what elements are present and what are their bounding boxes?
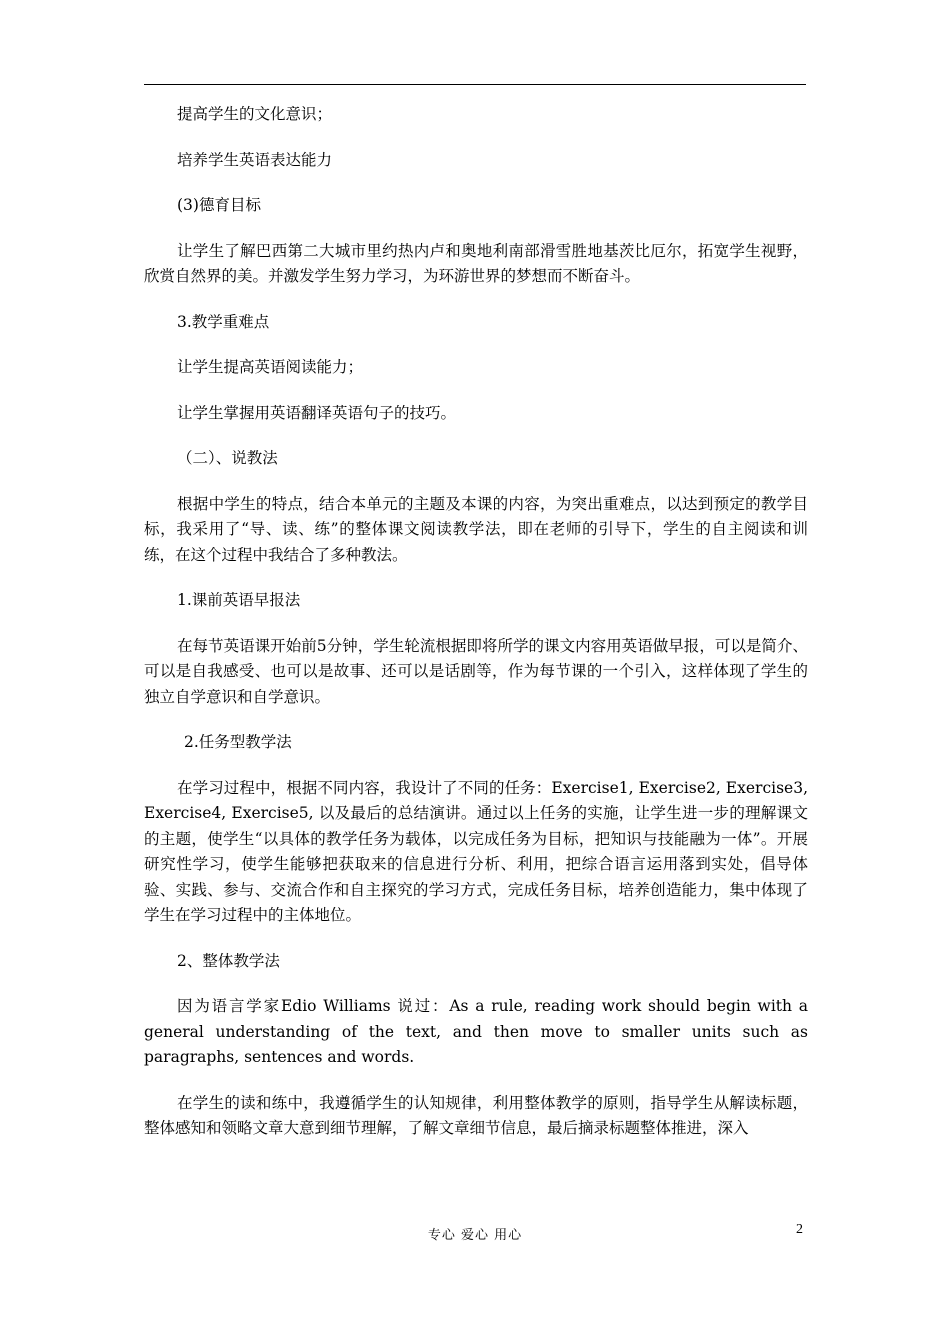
paragraph-reading-ability: 让学生提高英语阅读能力； — [177, 358, 364, 376]
heading-holistic: 2、整体教学法 — [177, 951, 280, 970]
footer-motto: 专心 爱心 用心 — [427, 1228, 523, 1243]
heading-teaching-methods: （二）、说教法 — [177, 449, 278, 467]
paragraph-teaching-methods: 根据中学生的特点，结合本单元的主题及本课的内容，为突出重难点，以达到预定的教学目标，我采用了“导、读、练”的整体课文阅读教学法，即在老师的引导下，学生的自主阅读和训练，在这个过程中我结合了多种教法。 — [144, 494, 808, 564]
paragraph-translation-skill: 让学生掌握用英语翻译英语句子的技巧。 — [177, 403, 457, 422]
page-number: 2 — [796, 1222, 803, 1237]
heading-key-difficulties: 3.教学重难点 — [177, 312, 270, 331]
heading-morning-report: 1.课前英语早报法 — [177, 591, 301, 609]
paragraph-task-based: 在学习过程中，根据不同内容，我设计了不同的任务：Exercise1, Exercise2, Exercise3, Exercise4, Exercise5, 以及最后的总结演讲。通过以上任务的实施，让学生进一步的理解课文的主题，使学生“以具体的教学任务为载体，以完成任务为目标，把知识与技能融为一体”。开展研究性学习，使学生能够把获取来的信息进行分析、利用，把综合语言运用落到实处，倡导体验、实践、参与、交流合作和自主探究的学习方式，完成任务目标，培养创造能力，集中体现了学生在学习过程中的主体地位。 — [144, 778, 808, 924]
body-text — [144, 102, 808, 1162]
heading-task-based: 2.任务型教学法 — [184, 733, 292, 751]
paragraph-expression-ability: 培养学生英语表达能力 — [177, 150, 333, 169]
paragraph-cultural-awareness: 提高学生的文化意识； — [177, 105, 333, 123]
heading-moral-goals: (3)德育目标 — [177, 196, 261, 214]
paragraph-moral-goals: 让学生了解巴西第二大城市里约热内卢和奥地利南部滑雪胜地基茨比厄尔，拓宽学生视野，欣赏自然界的美。并激发学生努力学习，为环游世界的梦想而不断奋斗。 — [144, 241, 808, 285]
paragraph-morning-report: 在每节英语课开始前5分钟，学生轮流根据即将所学的课文内容用英语做早报，可以是简介、可以是自我感受、也可以是故事、还可以是话剧等，作为每节课的一个引入，这样体现了学生的独立自学意识和自学意识。 — [144, 636, 808, 706]
paragraph-williams-quote: 因为语言学家Edio Williams 说过：As a rule, reading work should begin with a general understanding of the text, and then move to smaller units such as paragraphs, sentences and words. — [144, 997, 808, 1066]
header-rule — [144, 84, 806, 85]
paragraph-reading-practice: 在学生的读和练中，我遵循学生的认知规律，利用整体教学的原则，指导学生从解读标题，整体感知和领略文章大意到细节理解，了解文章细节信息，最后摘录标题整体推进，深入 — [144, 1093, 808, 1137]
